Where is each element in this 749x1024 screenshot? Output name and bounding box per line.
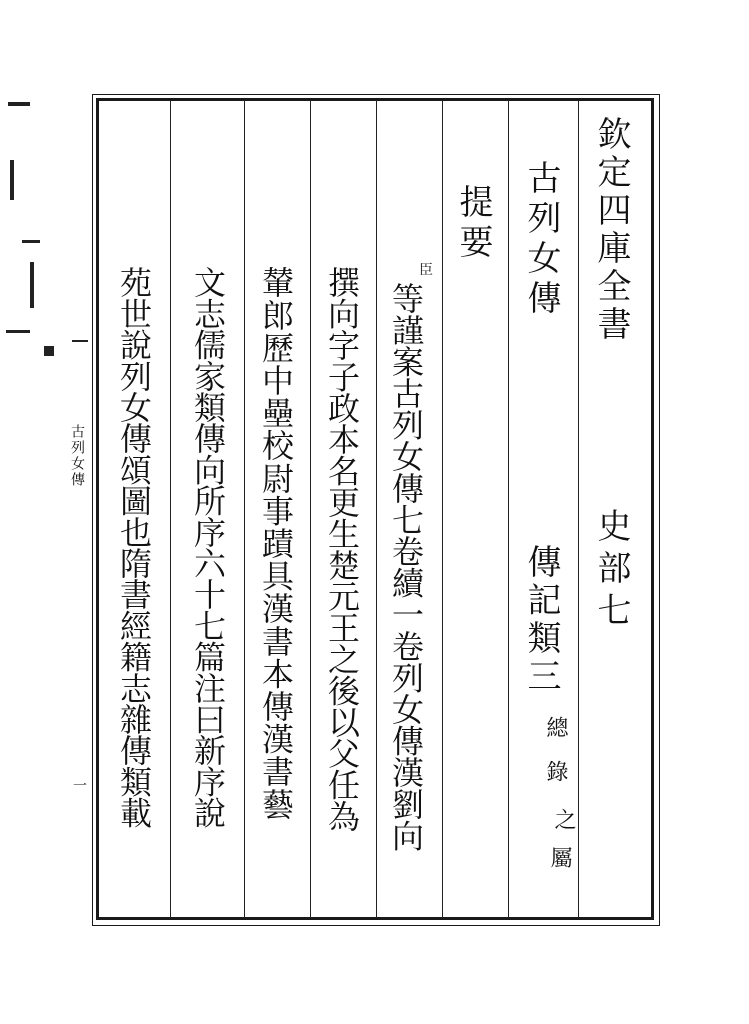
column-rule bbox=[578, 100, 579, 918]
category-label: 史部七 bbox=[591, 508, 631, 634]
body-column-5: 苑世說列女傳頌圖也隋書經籍志雜傳類載 bbox=[115, 266, 153, 828]
spine-divider bbox=[72, 340, 88, 342]
column-rule bbox=[170, 100, 171, 918]
body-column-3: 輦郎歷中壘校尉事蹟具漢書本傳漢書藝 bbox=[257, 266, 295, 821]
column-rule bbox=[442, 100, 443, 918]
column-rule bbox=[310, 100, 311, 918]
spine-label: 古列女傳 bbox=[69, 424, 85, 488]
body-column-1: 等謹案古列女傳七卷續一卷列女傳漢劉向 bbox=[387, 282, 425, 851]
subcategory-note: 錄 bbox=[543, 760, 568, 784]
page-number: 一 bbox=[71, 778, 87, 794]
subcategory-note: 總 bbox=[543, 716, 568, 740]
body-column-4: 文志儒家類傳向所序六十七篇注曰新序說 bbox=[189, 266, 227, 828]
collection-title: 欽定四庫全書 bbox=[591, 116, 631, 344]
column-rule bbox=[244, 100, 245, 918]
inner-border bbox=[96, 98, 654, 920]
subcategory-note: 之 bbox=[551, 808, 576, 832]
body-column-2: 撰向字子政本名更生楚元王之後以父任為 bbox=[323, 266, 361, 832]
book-title: 古列女傳 bbox=[521, 160, 561, 320]
subcategory-label: 傳記類三 bbox=[521, 544, 561, 696]
column-rule bbox=[376, 100, 377, 918]
subcategory-note: 屬 bbox=[547, 846, 572, 870]
section-heading: 提要 bbox=[453, 184, 493, 264]
page-edge-marks bbox=[0, 0, 60, 1024]
body-prefix: 臣 bbox=[417, 262, 433, 278]
column-rule bbox=[508, 100, 509, 918]
